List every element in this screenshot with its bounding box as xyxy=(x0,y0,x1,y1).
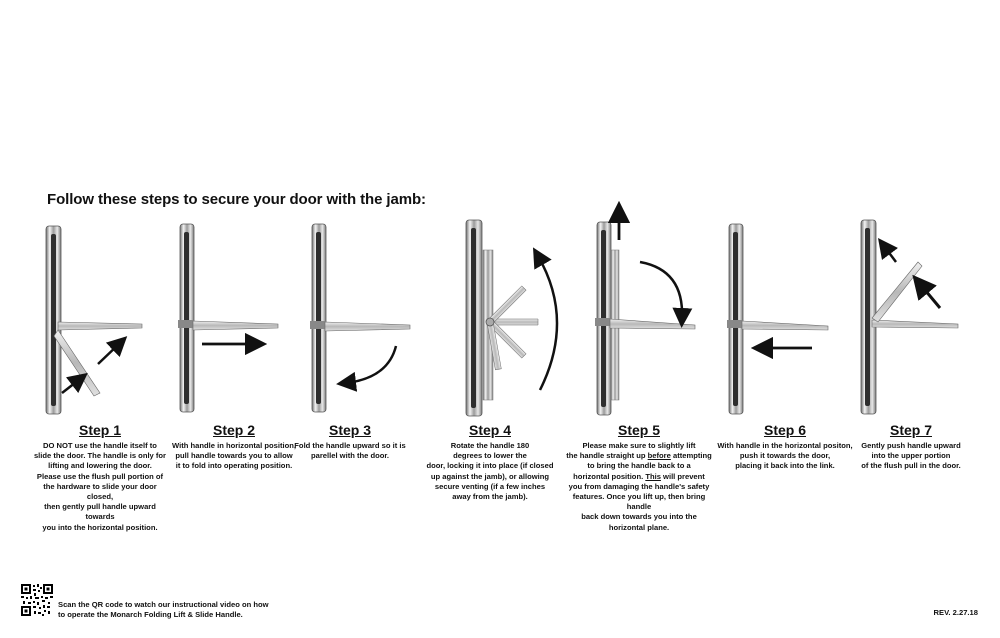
step-2-text: With handle in horizontal position, pull handle towards you to allow it to fold into operating position. xyxy=(172,441,296,471)
step-7-illustration xyxy=(861,220,958,414)
step-4-illustration xyxy=(466,220,557,416)
step-1-illustration xyxy=(46,226,142,414)
step-4-heading: Step 4 xyxy=(468,422,511,438)
step-3-text: Fold the handle upward so it is parellel with the door. xyxy=(294,441,406,461)
step-3-block xyxy=(290,422,410,461)
step-7-block xyxy=(846,422,976,472)
step-7-text: Gently push handle upward into the upper portion of the flush pull in the door. xyxy=(861,441,961,471)
qr-instructions: Scan the QR code to watch our instructional video on how to operate the Monarch Folding Lift & Slide Handle. xyxy=(58,600,269,619)
step-6-heading: Step 6 xyxy=(763,422,806,438)
step-5-heading: Step 5 xyxy=(617,422,660,438)
step-4-block xyxy=(420,422,560,502)
step-3-illustration xyxy=(310,224,410,412)
step-1-block xyxy=(30,422,170,533)
step-5-block xyxy=(561,422,717,533)
step-7-heading: Step 7 xyxy=(889,422,932,438)
step-1-heading: Step 1 xyxy=(78,422,121,438)
step-5-text: Please make sure to slightly lift the handle straight up before attempting to bring the handle back to a horizontal position. This will prevent you from damaging the handle's safety features. Once you lift up, then bring handle back down towards you into the horizontal plane. xyxy=(566,441,712,532)
step-1-text: DO NOT use the handle itself to slide the door. The handle is only for lifting and lowering the door. Please use the flush pull portion of the hardware to slide your door closed, then gently pull handle upward towards you into the horizontal position. xyxy=(33,441,167,532)
qr-code[interactable] xyxy=(21,584,53,616)
step-6-illustration xyxy=(727,224,828,414)
instructions-title: Follow these steps to secure your door with the jamb: xyxy=(47,191,426,208)
step-2-block xyxy=(164,422,304,472)
step-2-heading: Step 2 xyxy=(212,422,255,438)
step-6-block xyxy=(710,422,860,472)
step-6-text: With handle in the horizontal positon, push it towards the door, placing it back into the link. xyxy=(717,441,853,471)
step-5-illustration xyxy=(595,212,695,415)
step-3-heading: Step 3 xyxy=(328,422,371,438)
revision-label: REV. 2.27.18 xyxy=(933,608,978,617)
step-4-text: Rotate the handle 180 degrees to lower the door, locking it into place (if closed up against the jamb), or allowing secure venting (if a few inches away from the jamb). xyxy=(426,441,554,502)
step-2-illustration xyxy=(178,224,278,412)
